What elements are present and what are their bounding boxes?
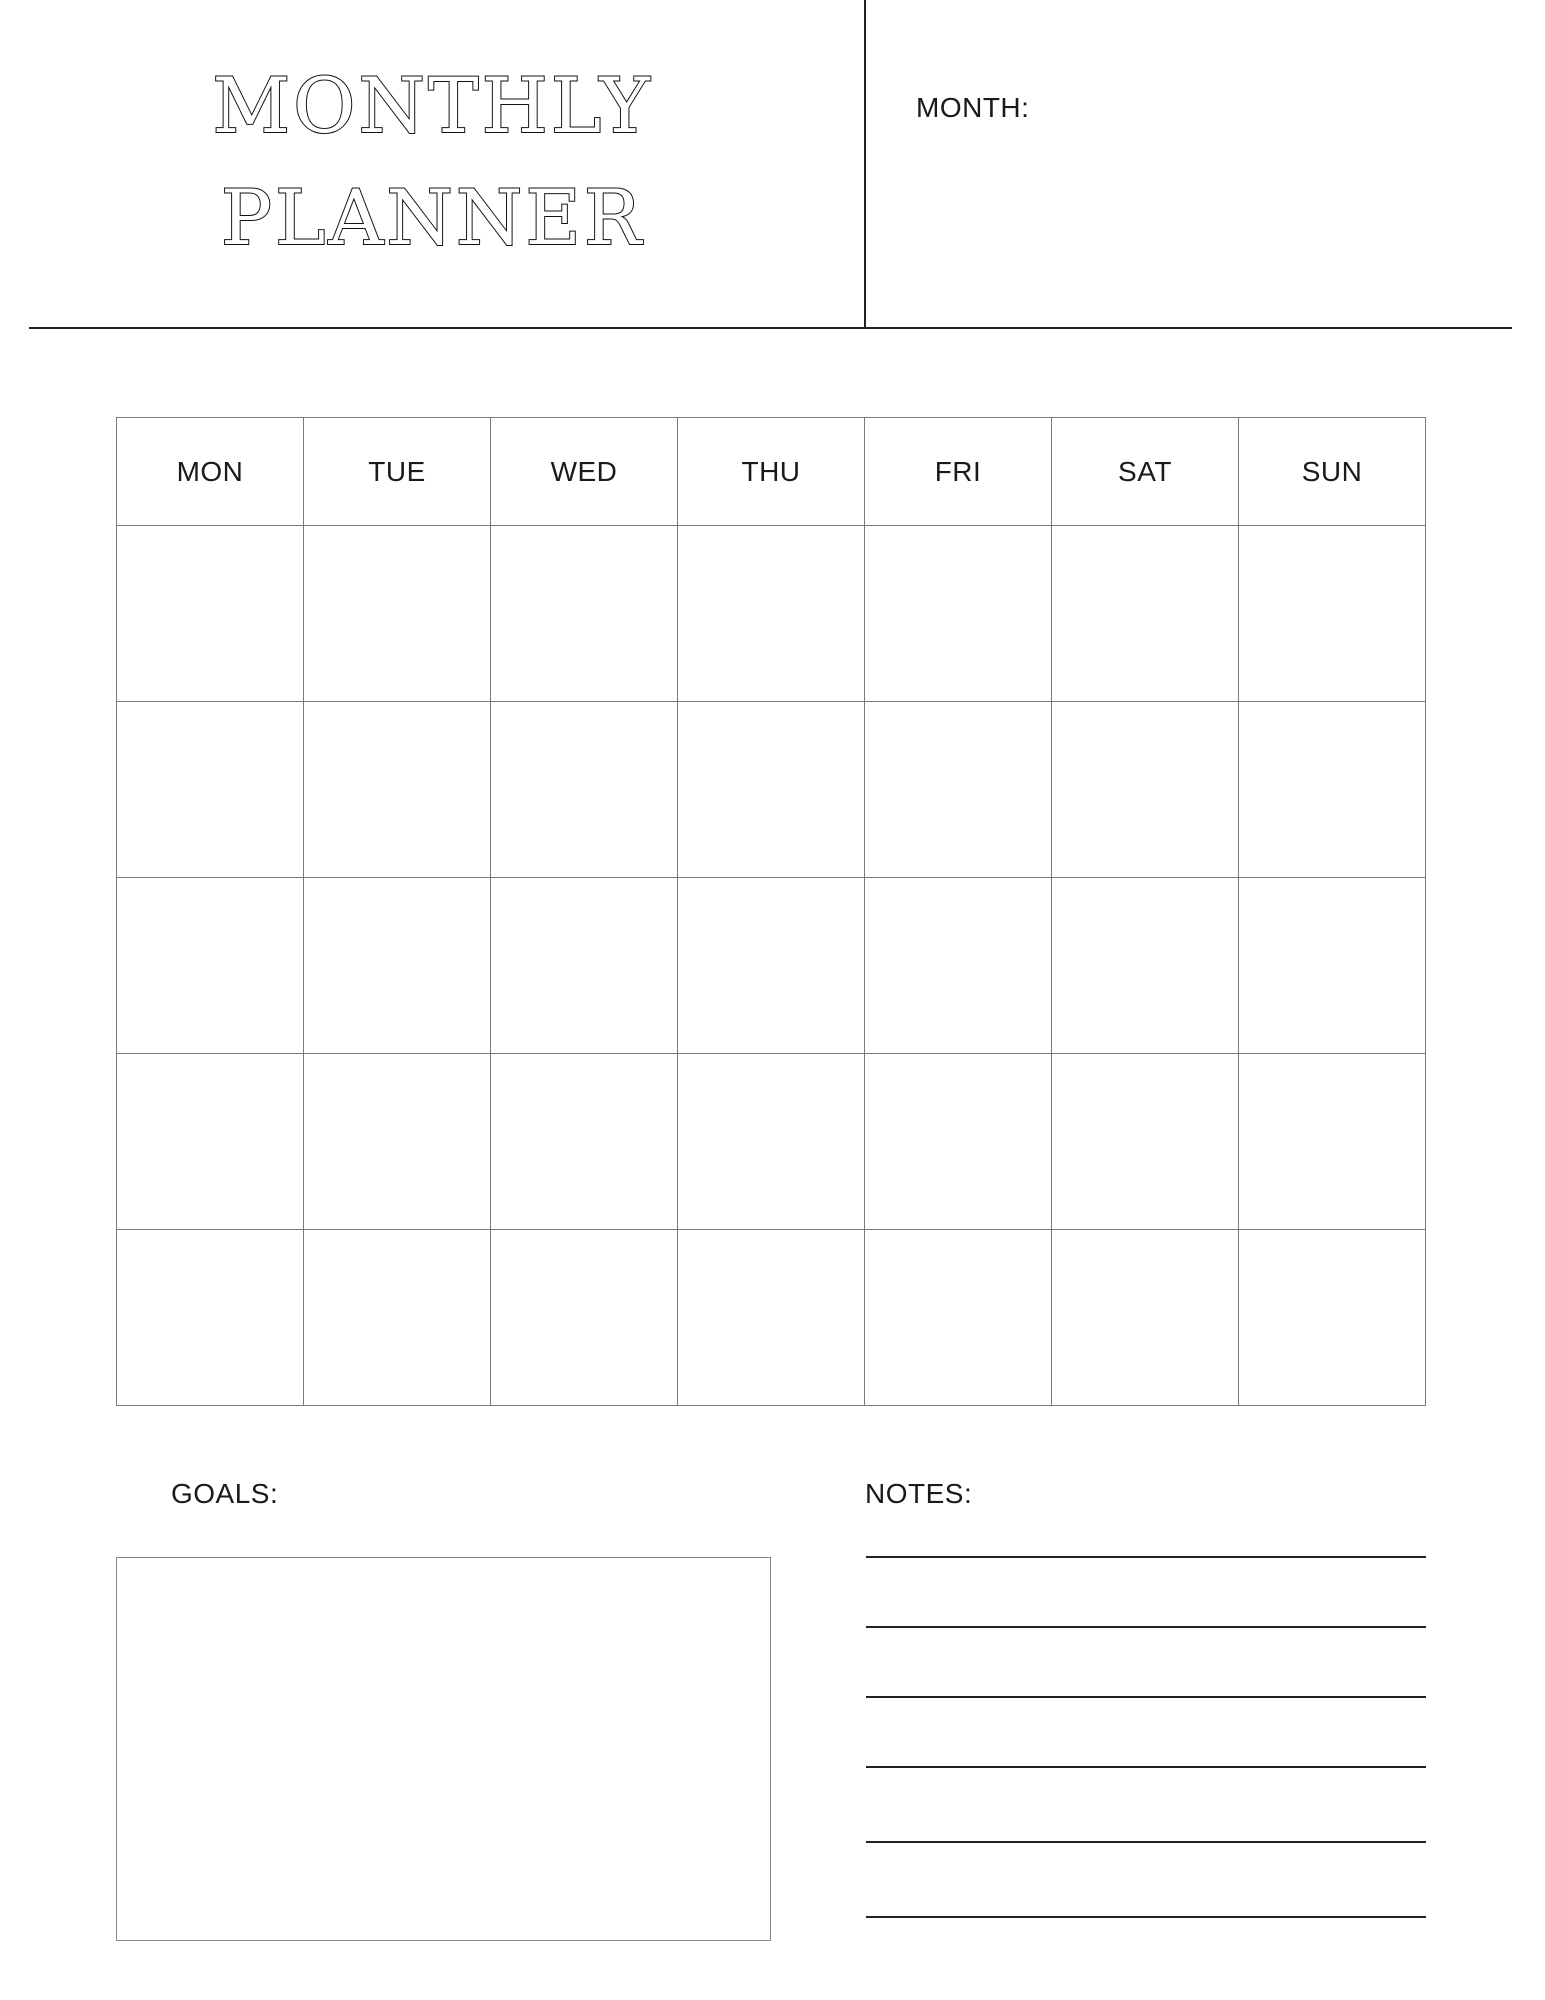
header-divider-horizontal [29,327,1512,329]
title-planner: PLANNER [220,173,645,262]
calendar-day-cell[interactable] [304,1054,491,1230]
calendar-header-row [117,418,1426,526]
header-divider-vertical [864,0,866,328]
note-line[interactable] [866,1556,1426,1558]
calendar-day-cell[interactable] [865,702,1052,878]
calendar-day-cell[interactable] [491,878,678,1054]
day-header-sun: SUN [1239,418,1426,526]
calendar-day-cell[interactable] [491,702,678,878]
note-line[interactable] [866,1696,1426,1698]
day-header-wed: WED [491,418,678,526]
calendar-day-cell[interactable] [304,702,491,878]
calendar-body [117,526,1426,1406]
calendar-day-cell[interactable] [865,1054,1052,1230]
month-label: MONTH: [916,92,1030,123]
day-header-thu: THU [678,418,865,526]
calendar-day-cell[interactable] [865,878,1052,1054]
calendar-day-cell[interactable] [117,878,304,1054]
calendar-day-cell[interactable] [865,526,1052,702]
goals-box[interactable] [116,1557,771,1941]
title-monthly: MONTHLY [212,61,653,150]
calendar-day-cell[interactable] [491,1054,678,1230]
calendar-day-cell[interactable] [1052,702,1239,878]
calendar-day-cell[interactable] [1052,878,1239,1054]
goals-label: GOALS: [171,1478,279,1509]
calendar-week-row [117,878,1426,1054]
calendar-day-cell[interactable] [1239,1230,1426,1406]
calendar-day-cell[interactable] [1052,1230,1239,1406]
calendar-day-cell[interactable] [1239,702,1426,878]
calendar-day-cell[interactable] [117,526,304,702]
calendar-day-cell[interactable] [304,526,491,702]
calendar-day-cell[interactable] [1052,1054,1239,1230]
note-line[interactable] [866,1626,1426,1628]
calendar-day-cell[interactable] [678,1230,865,1406]
day-header-fri: FRI [865,418,1052,526]
calendar-week-row [117,702,1426,878]
calendar-day-cell[interactable] [678,526,865,702]
calendar-day-cell[interactable] [865,1230,1052,1406]
calendar-day-cell[interactable] [304,1230,491,1406]
calendar-day-cell[interactable] [117,1054,304,1230]
calendar-day-cell[interactable] [117,1230,304,1406]
calendar-day-cell[interactable] [1239,526,1426,702]
calendar-day-cell[interactable] [678,1054,865,1230]
calendar-day-cell[interactable] [1052,526,1239,702]
day-header-tue: TUE [304,418,491,526]
calendar-week-row [117,526,1426,702]
calendar-day-cell[interactable] [1239,878,1426,1054]
note-line[interactable] [866,1766,1426,1768]
calendar-day-cell[interactable] [1239,1054,1426,1230]
day-header-mon: MON [117,418,304,526]
note-line[interactable] [866,1841,1426,1843]
note-line[interactable] [866,1916,1426,1918]
day-header-sat: SAT [1052,418,1239,526]
calendar-week-row [117,1230,1426,1406]
calendar-day-cell[interactable] [491,526,678,702]
calendar-week-row [117,1054,1426,1230]
calendar-day-cell[interactable] [678,702,865,878]
calendar-day-cell[interactable] [491,1230,678,1406]
calendar-day-cell[interactable] [678,878,865,1054]
calendar-day-cell[interactable] [117,702,304,878]
calendar-grid [116,417,1426,1406]
calendar-day-cell[interactable] [304,878,491,1054]
notes-label: NOTES: [865,1478,973,1509]
